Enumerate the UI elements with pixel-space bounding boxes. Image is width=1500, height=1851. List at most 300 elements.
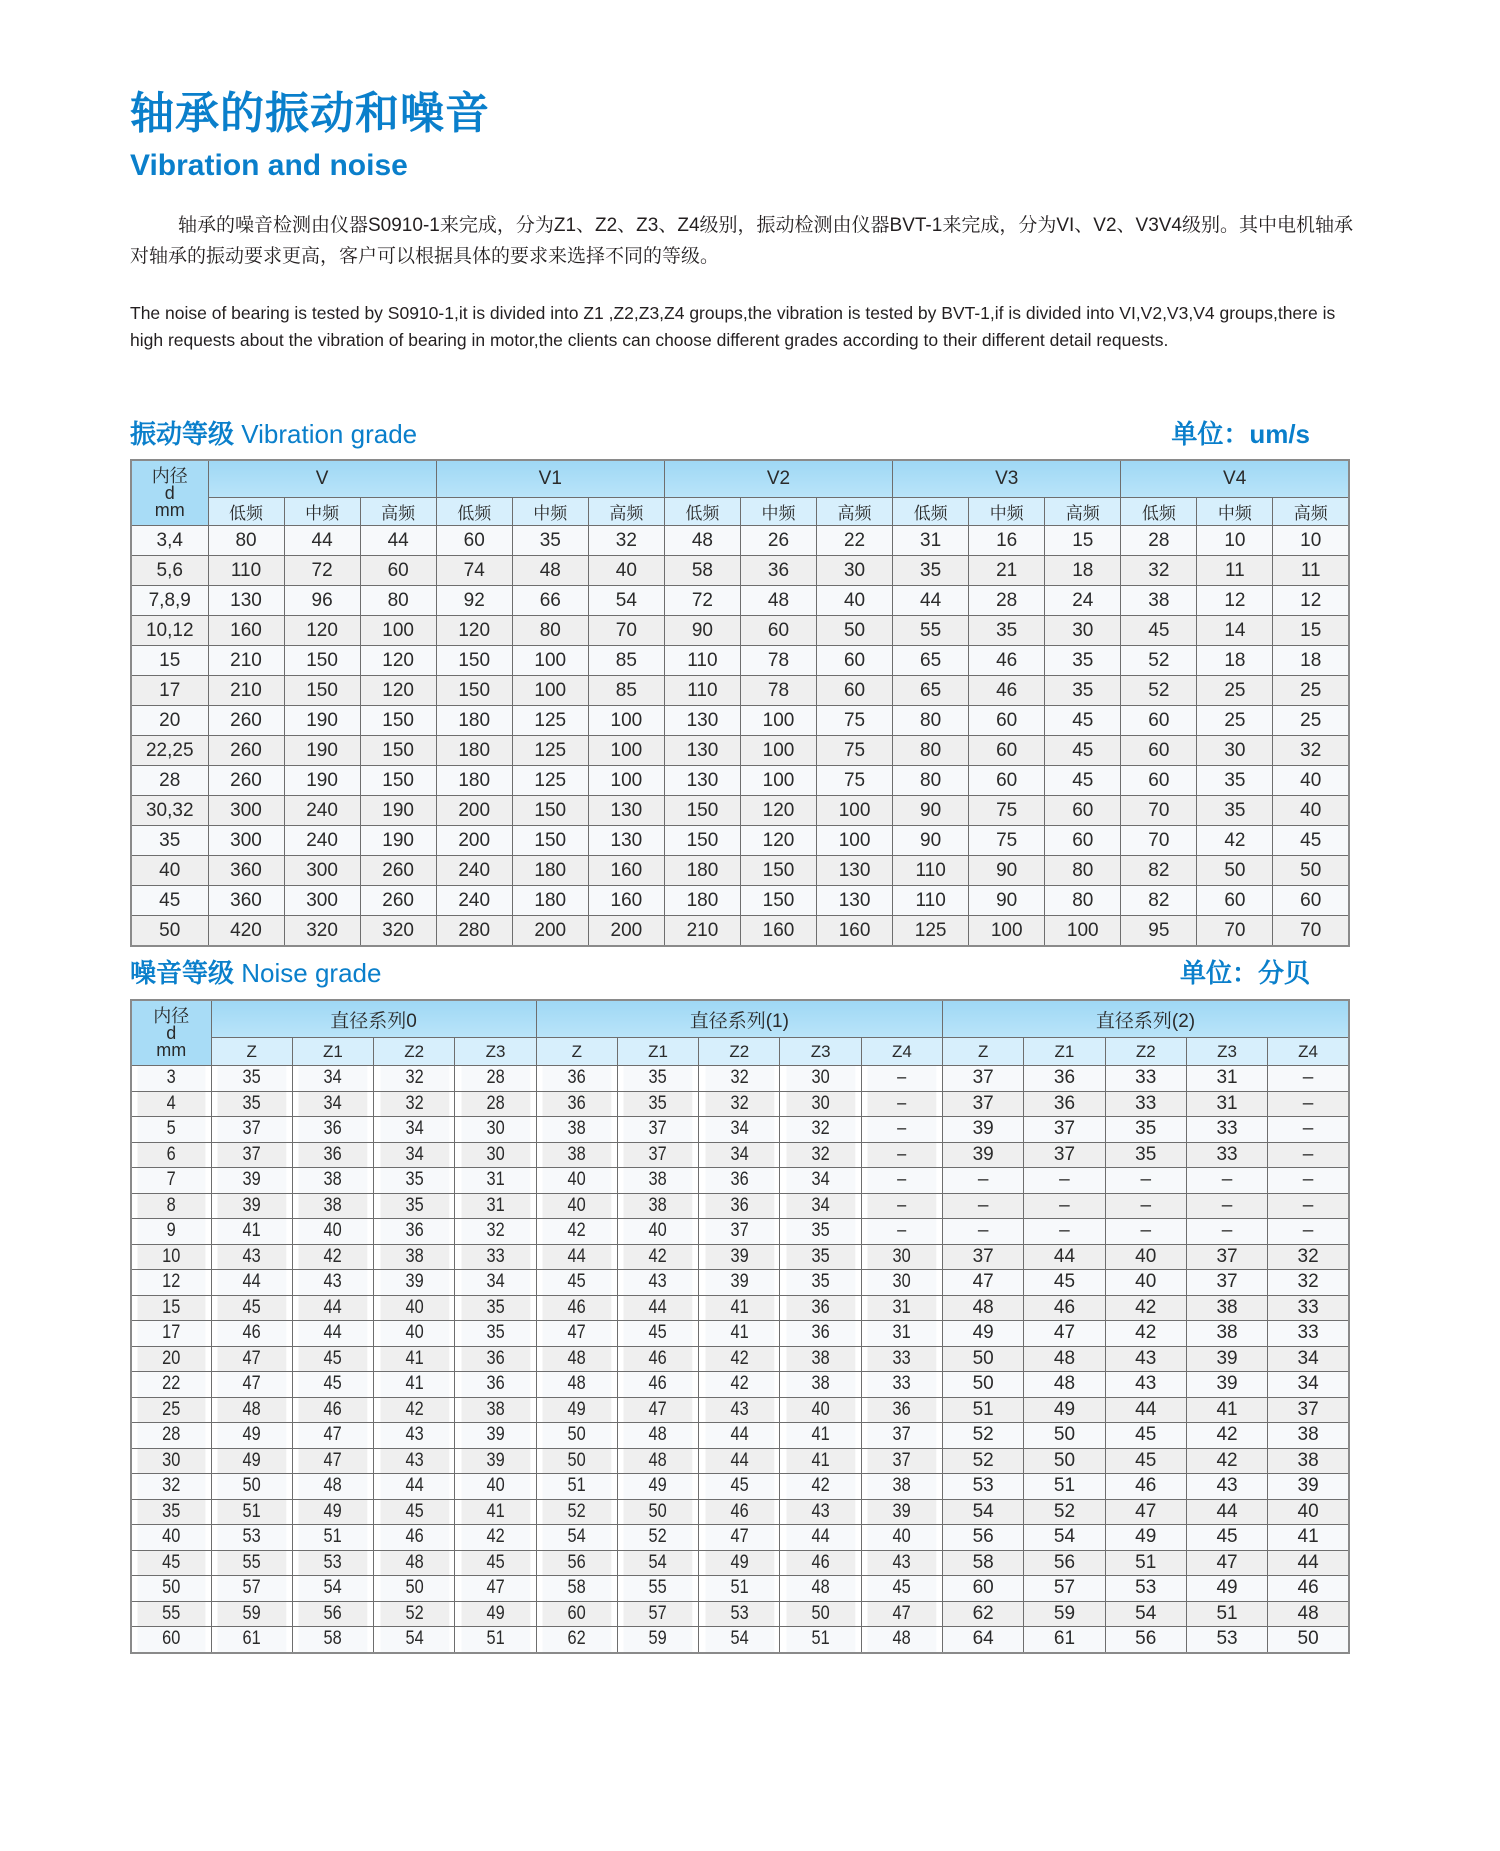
table-row	[131, 1499, 1349, 1525]
noise-value-cell: 50	[1024, 1448, 1105, 1474]
noise-value-cell: 48	[867, 1627, 937, 1653]
noise-value-cell: 42	[1186, 1448, 1267, 1474]
noise-value-cell: 54	[704, 1627, 774, 1653]
vibration-value-cell: 150	[436, 646, 512, 676]
vibration-value-cell: 130	[664, 706, 740, 736]
noise-value-cell: 28	[461, 1066, 531, 1092]
vibration-value-cell: 80	[893, 736, 969, 766]
noise-value-cell: –	[1268, 1168, 1349, 1194]
noise-value-cell: 43	[298, 1270, 368, 1296]
noise-value-cell: 36	[786, 1295, 856, 1321]
noise-value-cell: 36	[704, 1193, 774, 1219]
vibration-value-cell: 75	[817, 766, 893, 796]
vibration-value-cell: 100	[512, 676, 588, 706]
vibration-value-cell: 18	[1273, 646, 1349, 676]
noise-value-cell: 49	[217, 1448, 287, 1474]
vibration-value-cell: 260	[208, 706, 284, 736]
vibration-title-cn: 振动等级	[130, 419, 235, 449]
vibration-value-cell: 31	[893, 526, 969, 556]
table-row	[131, 916, 1349, 947]
vibration-value-cell: 85	[588, 676, 664, 706]
noise-value-cell: 40	[461, 1474, 531, 1500]
vibration-value-cell: 12	[1273, 586, 1349, 616]
vibration-value-cell: 32	[588, 526, 664, 556]
noise-value-cell: 51	[1186, 1601, 1267, 1627]
noise-value-cell: 62	[542, 1627, 612, 1653]
noise-value-cell: 40	[1105, 1270, 1186, 1296]
noise-value-cell: 38	[867, 1474, 937, 1500]
vibration-value-cell: 45	[1121, 616, 1197, 646]
noise-value-cell: 45	[1105, 1423, 1186, 1449]
noise-value-cell: 49	[298, 1499, 368, 1525]
vibration-value-cell: 50	[1273, 856, 1349, 886]
noise-value-cell: 36	[298, 1117, 368, 1143]
noise-grade-header: Z3	[1186, 1038, 1267, 1066]
noise-value-cell: 36	[1024, 1091, 1105, 1117]
noise-value-cell: 46	[1268, 1576, 1349, 1602]
noise-value-cell: 51	[1024, 1474, 1105, 1500]
vibration-value-cell: 60	[1121, 766, 1197, 796]
noise-value-cell: 30	[786, 1091, 856, 1117]
vibration-value-cell: 180	[512, 886, 588, 916]
vibration-value-cell: 60	[1273, 886, 1349, 916]
vibration-value-cell: 96	[284, 586, 360, 616]
vibration-value-cell: 130	[664, 766, 740, 796]
noise-value-cell: 54	[1024, 1525, 1105, 1551]
noise-value-cell: 41	[704, 1321, 774, 1347]
noise-value-cell: 44	[786, 1525, 856, 1551]
noise-value-cell: 47	[943, 1270, 1024, 1296]
noise-value-cell: 37	[867, 1423, 937, 1449]
vibration-value-cell: 320	[360, 916, 436, 947]
noise-value-cell: 50	[542, 1423, 612, 1449]
bore-diameter-cell: 40	[131, 856, 208, 886]
noise-value-cell: 43	[217, 1244, 287, 1270]
frequency-header: 低频	[1121, 498, 1197, 526]
bore-diameter-cell: 3,4	[131, 526, 208, 556]
table-row	[131, 616, 1349, 646]
corner-label-line: mm	[156, 1039, 187, 1060]
noise-value-cell: 43	[379, 1423, 449, 1449]
noise-unit: 单位：分贝	[1179, 958, 1310, 988]
noise-value-cell: 46	[786, 1550, 856, 1576]
noise-value-cell: 44	[623, 1295, 693, 1321]
vibration-value-cell: 60	[740, 616, 816, 646]
vibration-value-cell: 35	[1197, 766, 1273, 796]
vibration-value-cell: 130	[817, 886, 893, 916]
noise-value-cell: 49	[217, 1423, 287, 1449]
noise-value-cell: 42	[1105, 1295, 1186, 1321]
frequency-header: 中频	[284, 498, 360, 526]
vibration-value-cell: 160	[740, 916, 816, 947]
intro-text-cn: 轴承的噪音检测由仪器S0910-1来完成，分为Z1、Z2、Z3、Z4级别，振动检测由仪器BVT-1来完成，分为VI、V2、V3V4级别。其中电机轴承对轴承的振动要求更高，客户可以根据具体的要求来选择不同的等级。	[130, 215, 1353, 267]
noise-value-cell: 36	[542, 1091, 612, 1117]
noise-value-cell: 51	[704, 1576, 774, 1602]
noise-value-cell: 56	[1024, 1550, 1105, 1576]
bore-diameter-cell: 3	[137, 1066, 206, 1092]
vibration-value-cell: 44	[284, 526, 360, 556]
vibration-value-cell: 28	[1121, 526, 1197, 556]
vibration-value-cell: 190	[284, 736, 360, 766]
noise-value-cell: 48	[1024, 1346, 1105, 1372]
frequency-header: 高频	[1273, 498, 1349, 526]
vibration-value-cell: 60	[436, 526, 512, 556]
noise-value-cell: 51	[542, 1474, 612, 1500]
noise-value-cell: 34	[704, 1117, 774, 1143]
vibration-value-cell: 190	[284, 766, 360, 796]
noise-value-cell: 31	[867, 1321, 937, 1347]
noise-value-cell: 41	[379, 1372, 449, 1398]
bore-diameter-cell: 17	[131, 676, 208, 706]
noise-value-cell: 32	[379, 1091, 449, 1117]
noise-value-cell: 34	[298, 1066, 368, 1092]
vibration-value-cell: 70	[1121, 796, 1197, 826]
noise-value-cell: 46	[217, 1321, 287, 1347]
grade-group-header: V2	[664, 460, 892, 498]
noise-value-cell: 56	[943, 1525, 1024, 1551]
vibration-value-cell: 300	[284, 886, 360, 916]
noise-value-cell: 49	[1105, 1525, 1186, 1551]
frequency-header: 高频	[588, 498, 664, 526]
noise-value-cell: 49	[943, 1321, 1024, 1347]
bore-diameter-cell: 45	[131, 886, 208, 916]
vibration-value-cell: 125	[512, 736, 588, 766]
noise-value-cell: 39	[943, 1117, 1024, 1143]
noise-value-cell: 47	[542, 1321, 612, 1347]
noise-value-cell: 39	[1268, 1474, 1349, 1500]
vibration-value-cell: 100	[969, 916, 1045, 947]
noise-value-cell: 46	[379, 1525, 449, 1551]
vibration-value-cell: 420	[208, 916, 284, 947]
bore-diameter-cell: 7	[137, 1168, 206, 1194]
noise-value-cell: 38	[1186, 1321, 1267, 1347]
noise-value-cell: 31	[1186, 1091, 1267, 1117]
noise-value-cell: 38	[298, 1168, 368, 1194]
vibration-value-cell: 130	[588, 826, 664, 856]
vibration-value-cell: 80	[1045, 886, 1121, 916]
vibration-value-cell: 210	[664, 916, 740, 947]
vibration-value-cell: 24	[1045, 586, 1121, 616]
noise-value-cell: 47	[1024, 1321, 1105, 1347]
noise-value-cell: –	[943, 1168, 1024, 1194]
bore-diameter-cell: 10	[137, 1244, 206, 1270]
noise-value-cell: 31	[461, 1168, 531, 1194]
noise-value-cell: 33	[1105, 1091, 1186, 1117]
noise-value-cell: –	[1186, 1168, 1267, 1194]
vibration-value-cell: 110	[208, 556, 284, 586]
noise-value-cell: 35	[786, 1244, 856, 1270]
vibration-value-cell: 125	[512, 766, 588, 796]
noise-value-cell: 45	[298, 1372, 368, 1398]
noise-value-cell: 38	[623, 1168, 693, 1194]
table-row	[131, 1525, 1349, 1551]
vibration-value-cell: 180	[664, 856, 740, 886]
noise-value-cell: 33	[1268, 1295, 1349, 1321]
bore-diameter-cell: 8	[137, 1193, 206, 1219]
vibration-value-cell: 38	[1121, 586, 1197, 616]
table-row	[131, 856, 1349, 886]
table-row	[131, 1601, 1349, 1627]
corner-label-line: d	[166, 1022, 177, 1043]
noise-value-cell: –	[1186, 1219, 1267, 1245]
noise-value-cell: 54	[542, 1525, 612, 1551]
vibration-value-cell: 150	[284, 676, 360, 706]
noise-value-cell: 40	[542, 1168, 612, 1194]
corner-label-line: mm	[154, 499, 185, 520]
noise-value-cell: 30	[867, 1244, 937, 1270]
noise-value-cell: 34	[298, 1091, 368, 1117]
noise-value-cell: 31	[1186, 1066, 1267, 1092]
noise-value-cell: 52	[943, 1448, 1024, 1474]
vibration-value-cell: 48	[664, 526, 740, 556]
vibration-value-cell: 45	[1045, 766, 1121, 796]
noise-value-cell: –	[1268, 1193, 1349, 1219]
noise-value-cell: 35	[217, 1066, 287, 1092]
vibration-value-cell: 65	[893, 676, 969, 706]
noise-grade-header: Z1	[1024, 1038, 1105, 1066]
noise-value-cell: 36	[1024, 1066, 1105, 1092]
vibration-value-cell: 14	[1197, 616, 1273, 646]
vibration-value-cell: 80	[512, 616, 588, 646]
noise-value-cell: 36	[542, 1066, 612, 1092]
noise-value-cell: 35	[461, 1295, 531, 1321]
vibration-value-cell: 120	[740, 796, 816, 826]
noise-value-cell: –	[867, 1193, 937, 1219]
header-row-groups	[131, 460, 1349, 498]
noise-value-cell: 40	[1268, 1499, 1349, 1525]
noise-value-cell: 51	[1105, 1550, 1186, 1576]
diameter-series-header: 直径系列(2)	[943, 1000, 1349, 1038]
vibration-value-cell: 110	[664, 676, 740, 706]
vibration-value-cell: 210	[208, 646, 284, 676]
noise-value-cell: 47	[1105, 1499, 1186, 1525]
vibration-value-cell: 120	[740, 826, 816, 856]
noise-value-cell: 38	[786, 1346, 856, 1372]
vibration-value-cell: 150	[664, 796, 740, 826]
noise-value-cell: 41	[704, 1295, 774, 1321]
noise-value-cell: 47	[623, 1397, 693, 1423]
noise-value-cell: 37	[217, 1142, 287, 1168]
noise-value-cell: 60	[943, 1576, 1024, 1602]
noise-value-cell: 62	[943, 1601, 1024, 1627]
noise-value-cell: 28	[461, 1091, 531, 1117]
vibration-value-cell: 75	[969, 796, 1045, 826]
vibration-value-cell: 46	[969, 676, 1045, 706]
noise-value-cell: 48	[379, 1550, 449, 1576]
noise-value-cell: –	[1024, 1193, 1105, 1219]
vibration-value-cell: 150	[512, 826, 588, 856]
vibration-value-cell: 260	[360, 886, 436, 916]
noise-value-cell: 48	[623, 1423, 693, 1449]
vibration-value-cell: 210	[208, 676, 284, 706]
noise-value-cell: –	[867, 1066, 937, 1092]
noise-value-cell: 36	[461, 1346, 531, 1372]
noise-value-cell: 32	[704, 1066, 774, 1092]
noise-value-cell: –	[1268, 1117, 1349, 1143]
noise-value-cell: 53	[1186, 1627, 1267, 1653]
bore-diameter-cell: 50	[137, 1576, 206, 1602]
noise-value-cell: 38	[623, 1193, 693, 1219]
vibration-value-cell: 26	[740, 526, 816, 556]
noise-value-cell: 40	[623, 1219, 693, 1245]
noise-value-cell: 46	[1024, 1295, 1105, 1321]
vibration-value-cell: 72	[664, 586, 740, 616]
bore-diameter-cell: 28	[131, 766, 208, 796]
noise-grade-header: Z2	[1105, 1038, 1186, 1066]
vibration-value-cell: 80	[1045, 856, 1121, 886]
noise-value-cell: 38	[542, 1142, 612, 1168]
noise-value-cell: 51	[217, 1499, 287, 1525]
noise-value-cell: 53	[943, 1474, 1024, 1500]
noise-value-cell: 43	[1186, 1474, 1267, 1500]
noise-value-cell: 53	[1105, 1576, 1186, 1602]
noise-value-cell: 61	[217, 1627, 287, 1653]
vibration-value-cell: 72	[284, 556, 360, 586]
noise-value-cell: 40	[1105, 1244, 1186, 1270]
noise-value-cell: 36	[298, 1142, 368, 1168]
vibration-value-cell: 260	[208, 736, 284, 766]
noise-value-cell: 49	[461, 1601, 531, 1627]
noise-value-cell: 41	[217, 1219, 287, 1245]
vibration-value-cell: 25	[1197, 676, 1273, 706]
vibration-value-cell: 300	[284, 856, 360, 886]
vibration-value-cell: 90	[969, 886, 1045, 916]
vibration-value-cell: 60	[1045, 796, 1121, 826]
noise-value-cell: 39	[217, 1193, 287, 1219]
noise-value-cell: 46	[704, 1499, 774, 1525]
bore-diameter-cell: 7,8,9	[131, 586, 208, 616]
vibration-value-cell: 25	[1197, 706, 1273, 736]
noise-value-cell: 32	[379, 1066, 449, 1092]
noise-value-cell: 37	[1268, 1397, 1349, 1423]
noise-value-cell: 48	[217, 1397, 287, 1423]
vibration-value-cell: 45	[1273, 826, 1349, 856]
vibration-value-cell: 11	[1197, 556, 1273, 586]
vibration-value-cell: 110	[664, 646, 740, 676]
noise-value-cell: 39	[867, 1499, 937, 1525]
vibration-section-title	[130, 414, 417, 451]
noise-value-cell: 43	[1105, 1346, 1186, 1372]
vibration-value-cell: 130	[664, 736, 740, 766]
vibration-value-cell: 60	[360, 556, 436, 586]
noise-value-cell: 43	[786, 1499, 856, 1525]
noise-value-cell: 54	[623, 1550, 693, 1576]
vibration-value-cell: 60	[1121, 736, 1197, 766]
noise-value-cell: 42	[1186, 1423, 1267, 1449]
noise-value-cell: 48	[542, 1372, 612, 1398]
noise-value-cell: 53	[298, 1550, 368, 1576]
vibration-value-cell: 100	[1045, 916, 1121, 947]
bore-diameter-cell: 5,6	[131, 556, 208, 586]
vibration-value-cell: 90	[893, 826, 969, 856]
noise-value-cell: 44	[1268, 1550, 1349, 1576]
noise-value-cell: 47	[461, 1576, 531, 1602]
noise-value-cell: 47	[867, 1601, 937, 1627]
table-row	[131, 1244, 1349, 1270]
table-row	[131, 766, 1349, 796]
noise-value-cell: 51	[786, 1627, 856, 1653]
noise-value-cell: 44	[1105, 1397, 1186, 1423]
vibration-value-cell: 150	[436, 676, 512, 706]
page-subtitle: Vibration and noise	[130, 149, 408, 182]
noise-grade-header: Z3	[780, 1038, 861, 1066]
noise-value-cell: –	[867, 1117, 937, 1143]
noise-value-cell: 39	[217, 1168, 287, 1194]
table-row	[131, 1423, 1349, 1449]
table-row	[131, 1474, 1349, 1500]
page-title: 轴承的振动和噪音	[130, 89, 490, 138]
noise-value-cell: 40	[379, 1321, 449, 1347]
vibration-value-cell: 260	[360, 856, 436, 886]
frequency-header: 低频	[664, 498, 740, 526]
frequency-header: 中频	[740, 498, 816, 526]
noise-value-cell: 38	[461, 1397, 531, 1423]
noise-value-cell: 56	[298, 1601, 368, 1627]
table-row	[131, 526, 1349, 556]
vibration-value-cell: 60	[969, 706, 1045, 736]
bore-diameter-cell: 10,12	[131, 616, 208, 646]
vibration-value-cell: 180	[436, 736, 512, 766]
noise-value-cell: 45	[217, 1295, 287, 1321]
vibration-value-cell: 360	[208, 856, 284, 886]
vibration-value-cell: 74	[436, 556, 512, 586]
noise-value-cell: 34	[704, 1142, 774, 1168]
noise-value-cell: 59	[623, 1627, 693, 1653]
vibration-value-cell: 80	[893, 706, 969, 736]
table-row	[131, 886, 1349, 916]
noise-value-cell: 58	[298, 1627, 368, 1653]
noise-value-cell: 39	[704, 1244, 774, 1270]
vibration-value-cell: 28	[969, 586, 1045, 616]
noise-grade-header: Z	[211, 1038, 292, 1066]
noise-value-cell: 33	[1186, 1142, 1267, 1168]
noise-value-cell: 35	[786, 1270, 856, 1296]
noise-value-cell: 30	[867, 1270, 937, 1296]
noise-value-cell: 57	[217, 1576, 287, 1602]
noise-value-cell: 46	[623, 1372, 693, 1398]
noise-value-cell: 38	[542, 1117, 612, 1143]
vibration-value-cell: 300	[208, 796, 284, 826]
noise-value-cell: 43	[1105, 1372, 1186, 1398]
noise-value-cell: 39	[943, 1142, 1024, 1168]
vibration-value-cell: 35	[1045, 676, 1121, 706]
vibration-value-cell: 50	[817, 616, 893, 646]
noise-value-cell: 37	[867, 1448, 937, 1474]
vibration-value-cell: 100	[588, 706, 664, 736]
table-row	[131, 586, 1349, 616]
noise-value-cell: 41	[461, 1499, 531, 1525]
vibration-value-cell: 48	[512, 556, 588, 586]
noise-value-cell: 31	[867, 1295, 937, 1321]
vibration-value-cell: 75	[817, 736, 893, 766]
noise-value-cell: 50	[1268, 1627, 1349, 1653]
vibration-value-cell: 21	[969, 556, 1045, 586]
vibration-value-cell: 280	[436, 916, 512, 947]
header-row-series	[131, 1000, 1349, 1038]
grade-group-header: V3	[893, 460, 1121, 498]
noise-value-cell: 32	[786, 1117, 856, 1143]
grade-group-header: V1	[436, 460, 664, 498]
vibration-value-cell: 42	[1197, 826, 1273, 856]
vibration-value-cell: 150	[740, 886, 816, 916]
noise-value-cell: –	[1268, 1066, 1349, 1092]
noise-value-cell: 52	[623, 1525, 693, 1551]
vibration-unit: 单位：um/s	[1171, 419, 1310, 449]
vibration-value-cell: 15	[1045, 526, 1121, 556]
noise-value-cell: 37	[217, 1117, 287, 1143]
vibration-value-cell: 150	[512, 796, 588, 826]
noise-value-cell: 56	[1105, 1627, 1186, 1653]
